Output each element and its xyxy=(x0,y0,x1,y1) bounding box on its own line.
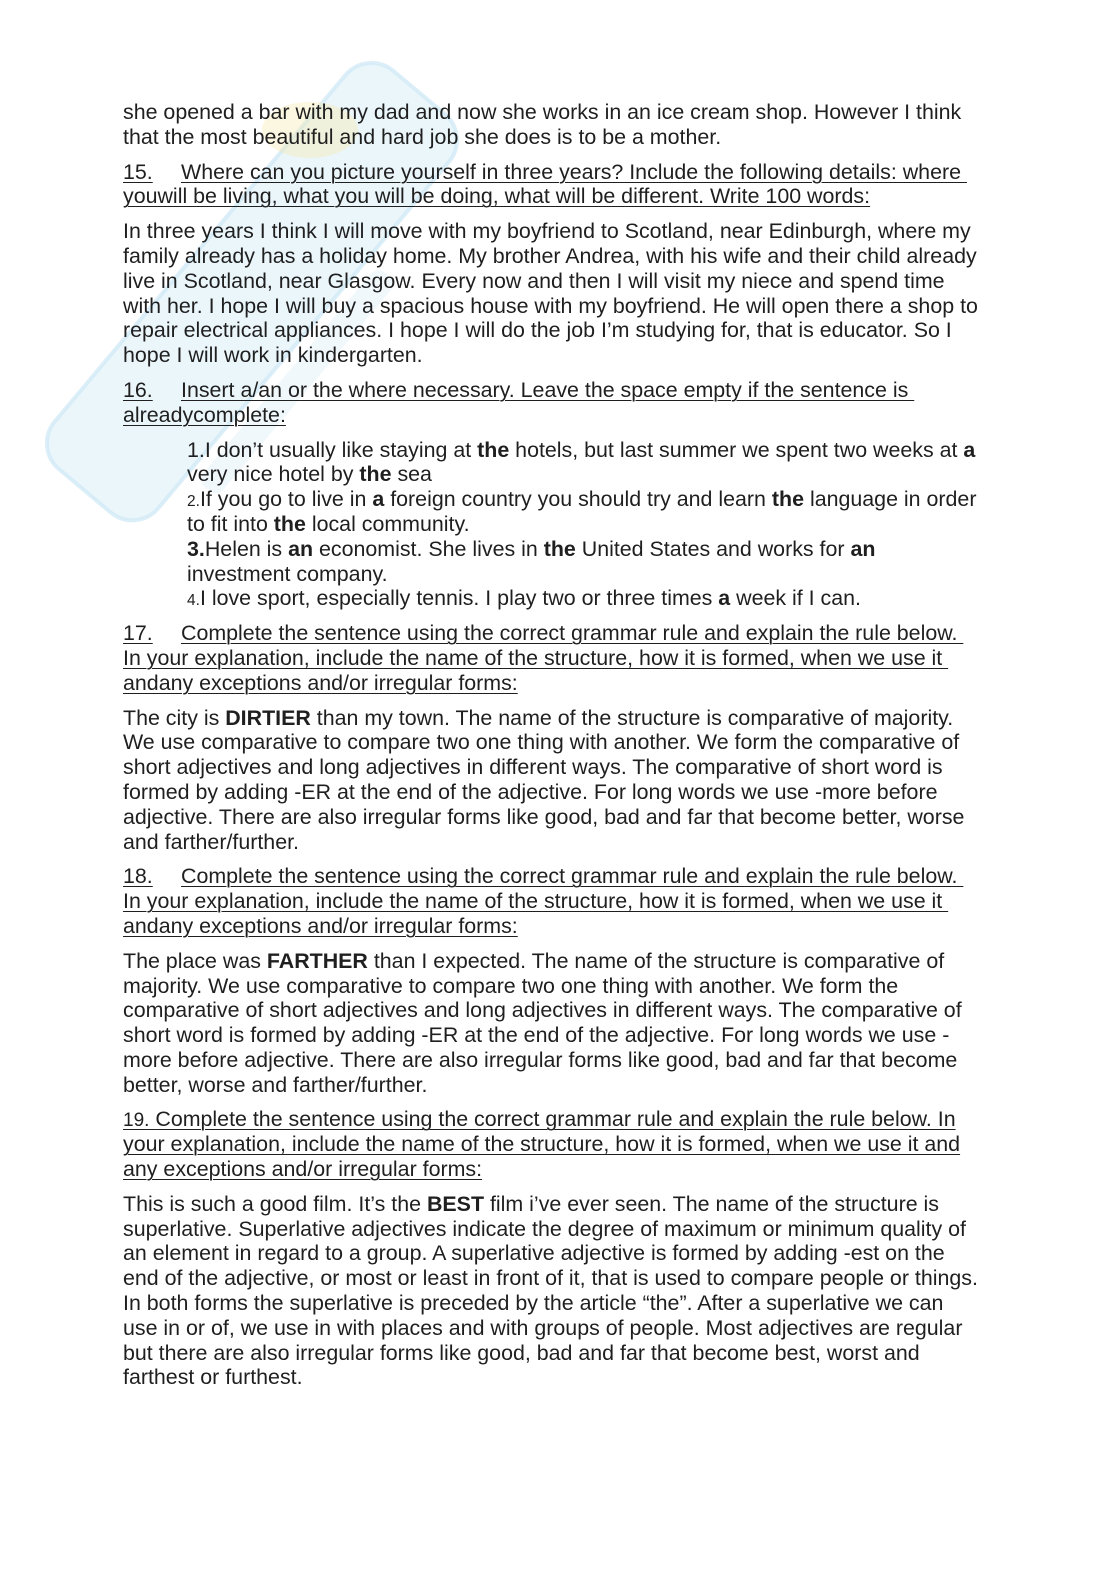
prompt-text: Complete the sentence using the correct grammar rule and explain the rule below. xyxy=(181,621,964,646)
text-segment: The city is xyxy=(123,705,226,730)
prompt-text: youwill be living, what you will be doing, what will be different. Write 100 words: xyxy=(123,184,871,209)
prompt-line xyxy=(123,1157,1023,1182)
text-segment: language in order xyxy=(804,487,977,512)
question-17-prompt xyxy=(123,621,1023,695)
prompt-text: Complete the sentence using the correct grammar rule and explain the rule below. xyxy=(181,864,964,889)
answer-line: with her. I hope I will buy a spacious house with my boyfriend. He will open there a shop to xyxy=(123,293,978,318)
prompt-text: In your explanation, include the name of the structure, how it is formed, when we use it xyxy=(123,889,949,914)
item-number: 2. xyxy=(187,493,200,511)
text-segment: very nice hotel by xyxy=(187,462,360,487)
answer-line: repair electrical appliances. I hope I will do the job I’m studying for, that is educator. So I xyxy=(123,318,952,343)
prompt-text: Insert a/an or the where necessary. Leave the space empty if the sentence is xyxy=(181,377,915,402)
prompt-line xyxy=(123,1132,1023,1157)
article-answer: an xyxy=(850,536,876,561)
answer-line: In both forms the superlative is preceded by the article “the”. After a superlative we can xyxy=(123,1291,944,1316)
answer-line: farthest or furthest. xyxy=(123,1365,303,1390)
answer-line: family already has a holiday home. My brother Andrea, with his wife and their child already xyxy=(123,243,977,268)
answer-line: formed by adding -ER at the end of the adjective. For long words we use -more before xyxy=(123,779,938,804)
prompt-line xyxy=(123,160,1023,185)
question-number: 19. xyxy=(123,1110,150,1132)
prompt-line xyxy=(123,864,1023,889)
item-number: 1. xyxy=(187,437,205,462)
question-18-answer xyxy=(123,949,1023,1098)
prompt-text: Where can you picture yourself in three years? Include the following details: where xyxy=(181,159,967,184)
question-16-answer-list xyxy=(123,438,1023,612)
text-segment: economist. She lives in xyxy=(313,536,544,561)
answer-line: adjective. There are also irregular forms like good, bad and far that become better, worse xyxy=(123,804,965,829)
article-answer: the xyxy=(543,536,576,561)
question-number: 15. xyxy=(123,159,153,184)
question-15-prompt xyxy=(123,160,1023,210)
prompt-line xyxy=(123,378,1023,403)
prompt-line xyxy=(123,671,1023,696)
prompt-line xyxy=(123,403,1023,428)
answer-line: We use comparative to compare two one thing with another. We form the comparative of xyxy=(123,730,960,755)
prompt-line xyxy=(123,184,1023,209)
question-number: 16. xyxy=(123,377,153,402)
text-segment: investment company. xyxy=(187,561,388,586)
grammar-answer: DIRTIER xyxy=(225,705,311,730)
list-item-line xyxy=(123,487,1023,512)
list-item xyxy=(123,487,1023,537)
prompt-line xyxy=(123,621,1023,646)
answer-line: end of the adjective, or most or least in front of it, that is used to compare people or things. xyxy=(123,1266,978,1291)
article-answer: a xyxy=(963,437,976,462)
grammar-answer: FARTHER xyxy=(266,948,368,973)
question-number: 17. xyxy=(123,621,153,646)
text-line: she opened a bar with my dad and now she works in an ice cream shop. However I think xyxy=(123,100,962,124)
question-18-prompt xyxy=(123,864,1023,938)
article-answer: the xyxy=(359,462,392,487)
answer-line: better, worse and farther/further. xyxy=(123,1072,428,1097)
question-16-prompt xyxy=(123,378,1023,428)
answer-line: live in Scotland, near Glasgow. Every now and then I will visit my niece and spend time xyxy=(123,268,945,293)
list-item-line xyxy=(123,512,1023,537)
text-segment: I don’t usually like staying at xyxy=(204,437,478,462)
article-answer: the xyxy=(273,511,306,536)
article-answer: the xyxy=(477,437,510,462)
text-line: that the most beautiful and hard job she does is to be a mother. xyxy=(123,124,722,149)
text-segment: This is such a good film. It’s the xyxy=(123,1191,427,1216)
answer-line: an element in regard to a group. A superlative adjective is formed by adding -est on the xyxy=(123,1241,945,1266)
prompt-text: Complete the sentence using the correct grammar rule and explain the rule below. In xyxy=(155,1107,956,1132)
text-segment: to fit into xyxy=(187,511,274,536)
answer-line: In three years I think I will move with my boyfriend to Scotland, near Edinburgh, where my xyxy=(123,219,971,244)
text-segment: sea xyxy=(391,462,432,487)
prompt-line xyxy=(123,646,1023,671)
prompt-text: any exceptions and/or irregular forms: xyxy=(123,1157,483,1182)
list-item-line xyxy=(123,562,1023,587)
answer-line: more before adjective. There are also irregular forms like good, bad and far that become xyxy=(123,1047,958,1072)
answer-line xyxy=(123,949,1023,974)
article-answer: the xyxy=(771,487,804,512)
question-15-answer xyxy=(123,219,1023,368)
prompt-line xyxy=(123,889,1023,914)
answer-line: superlative. Superlative adjectives indicate the degree of maximum or minimum quality of xyxy=(123,1216,966,1241)
text-segment: foreign country you should try and learn xyxy=(384,487,772,512)
answer-line: use in or of, we use in with places and with groups of people. Most adjectives are regular xyxy=(123,1315,963,1340)
text-segment: Helen is xyxy=(204,536,289,561)
text-segment: than my town. The name of the structure is comparative of majority. xyxy=(310,705,954,730)
intro-paragraph xyxy=(123,100,1023,150)
answer-line: short word is formed by adding -ER at the end of the adjective. For long words we use - xyxy=(123,1023,950,1048)
list-item-line xyxy=(123,586,1023,611)
prompt-text: In your explanation, include the name of the structure, how it is formed, when we use it xyxy=(123,645,949,670)
answer-line: but there are also irregular forms like good, bad and far that become best, worst and xyxy=(123,1340,920,1365)
answer-line xyxy=(123,706,1023,731)
prompt-text: your explanation, include the name of the structure, how it is formed, when we use it and xyxy=(123,1132,961,1157)
text-segment: hotels, but last summer we spent two weeks at xyxy=(509,437,964,462)
text-segment: If you go to live in xyxy=(199,487,373,512)
answer-line: comparative of short adjectives and long adjectives in different ways. The comparative of xyxy=(123,998,962,1023)
prompt-text: andany exceptions and/or irregular forms: xyxy=(123,913,518,938)
list-item xyxy=(123,586,1023,611)
item-number: 4. xyxy=(187,592,200,610)
answer-line: and farther/further. xyxy=(123,829,299,854)
article-answer: a xyxy=(372,487,385,512)
answer-line: majority. We use comparative to compare two one thing with another. We form the xyxy=(123,973,899,998)
text-segment: local community. xyxy=(305,511,470,536)
grammar-answer: BEST xyxy=(426,1191,485,1216)
text-segment: United States and works for xyxy=(575,536,851,561)
answer-line: short adjectives and long adjectives in different ways. The comparative of short word is xyxy=(123,755,943,780)
list-item-line xyxy=(123,537,1023,562)
question-number: 18. xyxy=(123,864,153,889)
prompt-line xyxy=(123,1107,1023,1132)
prompt-text: alreadycomplete: xyxy=(123,402,286,427)
text-segment: than I expected. The name of the structure is comparative of xyxy=(367,948,945,973)
text-segment: I love sport, especially tennis. I play two or three times xyxy=(199,586,719,611)
article-answer: a xyxy=(718,586,731,611)
list-item-line xyxy=(123,462,1023,487)
prompt-text: andany exceptions and/or irregular forms: xyxy=(123,670,518,695)
list-item xyxy=(123,438,1023,488)
text-segment: week if I can. xyxy=(730,586,861,611)
item-number: 3. xyxy=(187,536,205,561)
article-answer: an xyxy=(288,536,314,561)
question-17-answer xyxy=(123,706,1023,855)
document-page xyxy=(123,100,1023,1390)
list-item-line xyxy=(123,438,1023,463)
prompt-line xyxy=(123,914,1023,939)
text-segment: The place was xyxy=(123,948,267,973)
answer-line: hope I will work in kindergarten. xyxy=(123,343,423,368)
question-19-answer xyxy=(123,1192,1023,1390)
question-19-prompt xyxy=(123,1107,1023,1181)
answer-line xyxy=(123,1192,1023,1217)
text-segment: film i’ve ever seen. The name of the structure is xyxy=(484,1191,939,1216)
list-item xyxy=(123,537,1023,587)
